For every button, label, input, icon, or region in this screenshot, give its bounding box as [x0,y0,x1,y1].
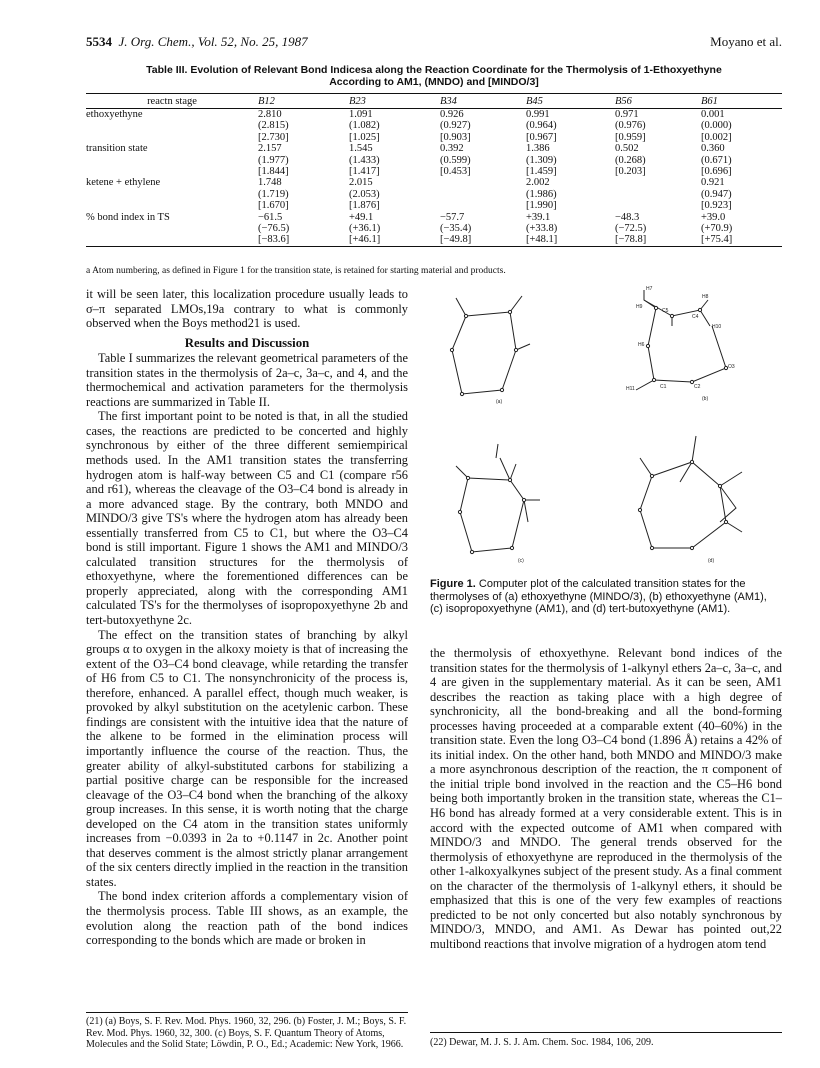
atom-label: C4 [692,314,699,320]
table-row [86,120,782,131]
value-cell: (+33.8) [526,223,558,235]
value-cell: (+70.9) [701,223,733,235]
footnote-rule [430,1032,782,1033]
value-cell: (0.000) [701,120,732,132]
atom-label: C2 [694,384,701,390]
value-cell: +39.0 [701,211,726,223]
table-row [86,177,782,188]
col-header: B61 [701,94,782,109]
value-cell [440,177,526,188]
value-cell: 1.748 [258,177,282,189]
value-cell: (−72.5) [615,223,647,235]
value-cell: (−76.5) [258,223,290,235]
value-cell: [+75.4] [701,234,782,246]
value-cell: −57.7 [440,211,465,223]
bond-index-table [86,93,782,247]
paragraph: The first important point to be noted is that, in all the studied cases, the reactions are predicted to be concerted and highly synchronous by either of the three different semiempirical methods used. In the AM1 transition states the transferring hydrogen atom is half-way between C5 and C1 (compare r56 and r61), whereas the cleavage of the O3–C4 bond is already in a more advanced stage. By the contrary, both MNDO and MINDO/3 give TS's where the hydrogen atom has already been essentially transferred from C5 to C1, but where the O3–C4 bond is still important. Figure 1 shows the AM1 and MINDO/3 calculated transition structures for the thermolysis of ethoxyethyne, where the forementioned differences can be properly appreciated, along with the corresponding AM1 calculated TS's for the thermolyses of isopropoxyethyne 2b and tert-butoxyethyne 2c. [86,409,408,628]
value-cell: [−49.8] [440,234,526,246]
value-cell: [+46.1] [349,234,440,246]
col-header: B12 [258,94,349,109]
value-cell: +39.1 [526,211,551,223]
value-cell: (1.433) [349,154,380,166]
figure-1-drawing [430,286,782,570]
value-cell: 2.002 [526,177,550,189]
panel-label-d: (d) [708,558,715,564]
value-cell: (1.719) [258,188,289,200]
value-cell: [1.459] [526,166,557,178]
value-cell: [−78.8] [615,234,701,246]
structure-c [456,444,540,564]
value-cell [440,189,526,200]
value-cell: [1.844] [258,166,289,178]
journal-citation: J. Org. Chem., Vol. 52, No. 25, 1987 [118,34,308,49]
figure-caption [430,578,782,616]
value-cell: [0.923] [701,200,732,212]
table-row [86,234,782,246]
panel-label-a: (a) [496,399,503,405]
value-cell: [1.025] [349,131,380,143]
col-header: B23 [349,94,440,109]
table-row [86,223,782,234]
table-row [86,212,782,223]
table-row [86,109,782,121]
value-cell: (+36.1) [349,223,381,235]
value-cell: [0.453] [440,166,471,178]
value-cell [615,189,701,200]
table-row [86,155,782,166]
row-label-cell [86,166,258,177]
value-cell [615,177,701,188]
reference-22: (22) Dewar, M. J. S. J. Am. Chem. Soc. 1984, 106, 209. [430,1037,654,1048]
table-row [86,132,782,143]
value-cell: 2.810 [258,109,282,120]
atom-label: O3 [728,364,735,370]
value-cell: (2.815) [258,120,289,132]
value-cell [440,200,526,211]
atom-label: H7 [646,286,653,292]
value-cell: [0.002] [701,131,732,143]
value-cell: [1.670] [258,200,289,212]
value-cell: 1.091 [349,109,373,120]
value-cell: (0.671) [701,154,732,166]
table-footnote: a Atom numbering, as defined in Figure 1 for the transition state, is retained for starting material and products. [86,266,506,276]
value-cell: 0.926 [440,109,464,120]
value-cell: [−83.6] [258,234,349,246]
value-cell: 0.392 [440,143,464,155]
value-cell: (2.053) [349,188,380,200]
row-label-cell: ethoxyethyne [86,109,143,120]
value-cell: 2.157 [258,143,282,155]
atom-label: H11 [626,386,635,392]
value-cell: 0.001 [701,109,725,120]
panel-label-c: (c) [518,558,524,564]
value-cell: 1.386 [526,143,550,155]
value-cell: [0.967] [526,131,557,143]
value-cell: [2.730] [258,131,289,143]
value-cell: [0.903] [440,131,471,143]
structure-d [638,436,742,564]
header-left [86,34,308,50]
paragraph: Table I summarizes the relevant geometrical parameters of the transition states in the thermolysis of 2a–c, 3a–c, and 4, and the thermochemical and activation parameters for the thermolysis reactions are summarized in Table II. [86,351,408,409]
value-cell: (0.268) [615,154,646,166]
row-label-cell [86,223,258,234]
value-cell: (1.977) [258,154,289,166]
col-header: B45 [526,94,615,109]
row-label-cell: ketene + ethylene [86,177,161,189]
row-label-cell [86,120,258,131]
value-cell: 0.971 [615,109,639,120]
col-header: B34 [440,94,526,109]
table-row [86,166,782,177]
authors: Moyano et al. [710,34,782,49]
row-label-cell [86,234,258,246]
table-title [86,64,782,88]
atom-label: H10 [712,324,722,330]
value-cell [615,200,701,211]
paragraph: the thermolysis of ethoxyethyne. Relevant bond indices of the transition states for the thermolysis of 1-alkynyl ethers 2a–c, 3a–c, and 4 are given in the supplementary material. As it can be seen, AM1 describes the reaction as taking place with a high degree of synchronicity, all the bond-breaking and all the bond-forming processes having proceeded at a comparable extent (40–60%) in the transition state. Even the long O3–C4 bond (1.896 Å) retains a 42% of its initial index. On the other hand, both MNDO and MINDO/3 make a more asynchronous description of the reaction, the π component of the initial triple bond involved in the reaction and the C5–H6 bond being both importantly broken in the transition state, whereas the C1–H6 bond has already formed at a very considerable extent. This is in accord with the expected outcome of AM1 when compared with MINDO/3 and MNDO. The general trends observed for the thermolysis of ethoxyethyne are reproduced in the thermolysis of the other 1-alkoxyalkynes subject of the present study. As a final comment on the character of the thermolysis of 1-alkynyl ethers, it should be emphasized that this is one of the very few examples of reactions predicted to be not only concerted but also notably synchronous by MINDO/3, MNDO, and AM1. As Dewar has pointed out,22 multibond reactions that involve migration of a hydrogen atom tend [430,646,782,951]
table-header-row [86,94,782,109]
running-header [86,34,782,54]
intro-paragraph: it will be seen later, this localization procedure usually leads to σ–π separated LMOs,19a contrary to what is commonly observed when the Boys method21 is used. [86,287,408,331]
value-cell: [0.696] [701,166,732,178]
value-cell: +49.1 [349,211,374,223]
panel-label-b: (b) [702,396,709,402]
value-cell: [1.990] [526,200,557,212]
value-cell: [1.876] [349,200,380,212]
page-number: 5534 [86,34,112,49]
col-header: B56 [615,94,701,109]
table-row [86,200,782,211]
footnote-rule [86,1012,408,1013]
table-row [86,143,782,154]
value-cell: (1.309) [526,154,557,166]
structure-a [450,296,530,405]
value-cell: 0.921 [701,177,725,189]
value-cell: 0.502 [615,143,639,155]
value-cell: 0.360 [701,143,725,155]
value-cell: (−35.4) [440,223,472,235]
value-cell: 0.991 [526,109,550,120]
row-label-cell [86,155,258,166]
table-body [86,109,782,247]
value-cell: (1.082) [349,120,380,132]
table-title-line1: Table III. Evolution of Relevant Bond Indicesa along the Reaction Coordinate for the Thermolysis of 1-Ethoxyethyne [146,64,722,76]
structure-b [626,286,735,402]
paragraph: The effect on the transition states of branching by alkyl groups α to oxygen in the alkoxy moiety is that of increasing the extent of the O3–C4 bond cleavage, while retarding the transfer of H6 from C5 to C1. The nonsynchronicity of the process is, therefore, enhanced. A parallel effect, though much weaker, is provoked by alkyl substitution on the acetylenic carbon. These findings are consistent with the intuitive idea that the nature of the alkene to be formed in the elimination process will importantly influence the course of the reaction. Thus, the greater ability of alkyl-substituted carbons for stabilizing a partial positive charge can be responsible for the increased cleavage of the O3–C4 bond when the branching of the alkoxy group increases. In this sense, it is worth noting that the charge developed on the C4 atom in the transition states uniformly increases from −0.0393 in 2a to +0.1147 in 2c. Another point that deserves comment is the almost strictly planar arrangement of the six centers directly implied in the reaction in the transition states. [86,627,408,889]
value-cell: 1.545 [349,143,373,155]
figure-caption-text: Computer plot of the calculated transition states for the thermolyses of (a) ethoxyethyne (MINDO/3), (b) ethoxyethyne (AM1), (c) isopropoxyethyne (AM1), and (d) tert-butoxyethyne (AM1). [430,578,767,616]
figure-caption-label: Figure 1. [430,578,476,590]
row-label-cell: % bond index in TS [86,211,170,223]
table-row [86,189,782,200]
left-column [86,287,408,948]
value-cell: −61.5 [258,211,283,223]
atom-label: H9 [636,304,643,310]
figure-1 [430,286,782,570]
value-cell: [0.203] [615,166,646,178]
atom-label: H8 [702,294,709,300]
atom-label: H6 [638,342,645,348]
atom-label: C5 [662,308,669,314]
col-header: reactn stage [86,94,258,109]
value-cell: [0.959] [615,131,646,143]
paragraph: The bond index criterion affords a complementary vision of the thermolysis process. Table III shows, as an example, the evolution along the reaction path of the bond indices corresponding to the bonds which are made or broken in [86,889,408,948]
value-cell: −48.3 [615,211,640,223]
value-cell: [1.417] [349,166,380,178]
value-cell: (0.976) [615,120,646,132]
atom-label: C1 [660,384,667,390]
value-cell: 2.015 [349,177,373,189]
table-title-line2: According to AM1, (MNDO) and [MINDO/3] [329,76,539,88]
reference-21: (21) (a) Boys, S. F. Rev. Mod. Phys. 1960, 32, 296. (b) Foster, J. M.; Boys, S. F. Rev. Mod. Phys. 1960, 32, 300. (c) Boys, S. F. Quantum Theory of Atoms, Molecules and the Solid State; Löwdin, P. O., Ed.; Academic: New York, 1966. [86,1016,407,1050]
right-column [430,646,782,951]
row-label-cell [86,189,258,200]
row-label-cell [86,200,258,211]
value-cell: (0.927) [440,120,471,132]
value-cell: [+48.1] [526,234,615,246]
section-heading: Results and Discussion [184,335,310,350]
value-cell: (0.964) [526,120,557,132]
value-cell: (0.599) [440,154,471,166]
value-cell: (1.986) [526,188,557,200]
row-label-cell [86,132,258,143]
row-label-cell: transition state [86,143,148,155]
value-cell: (0.947) [701,188,732,200]
